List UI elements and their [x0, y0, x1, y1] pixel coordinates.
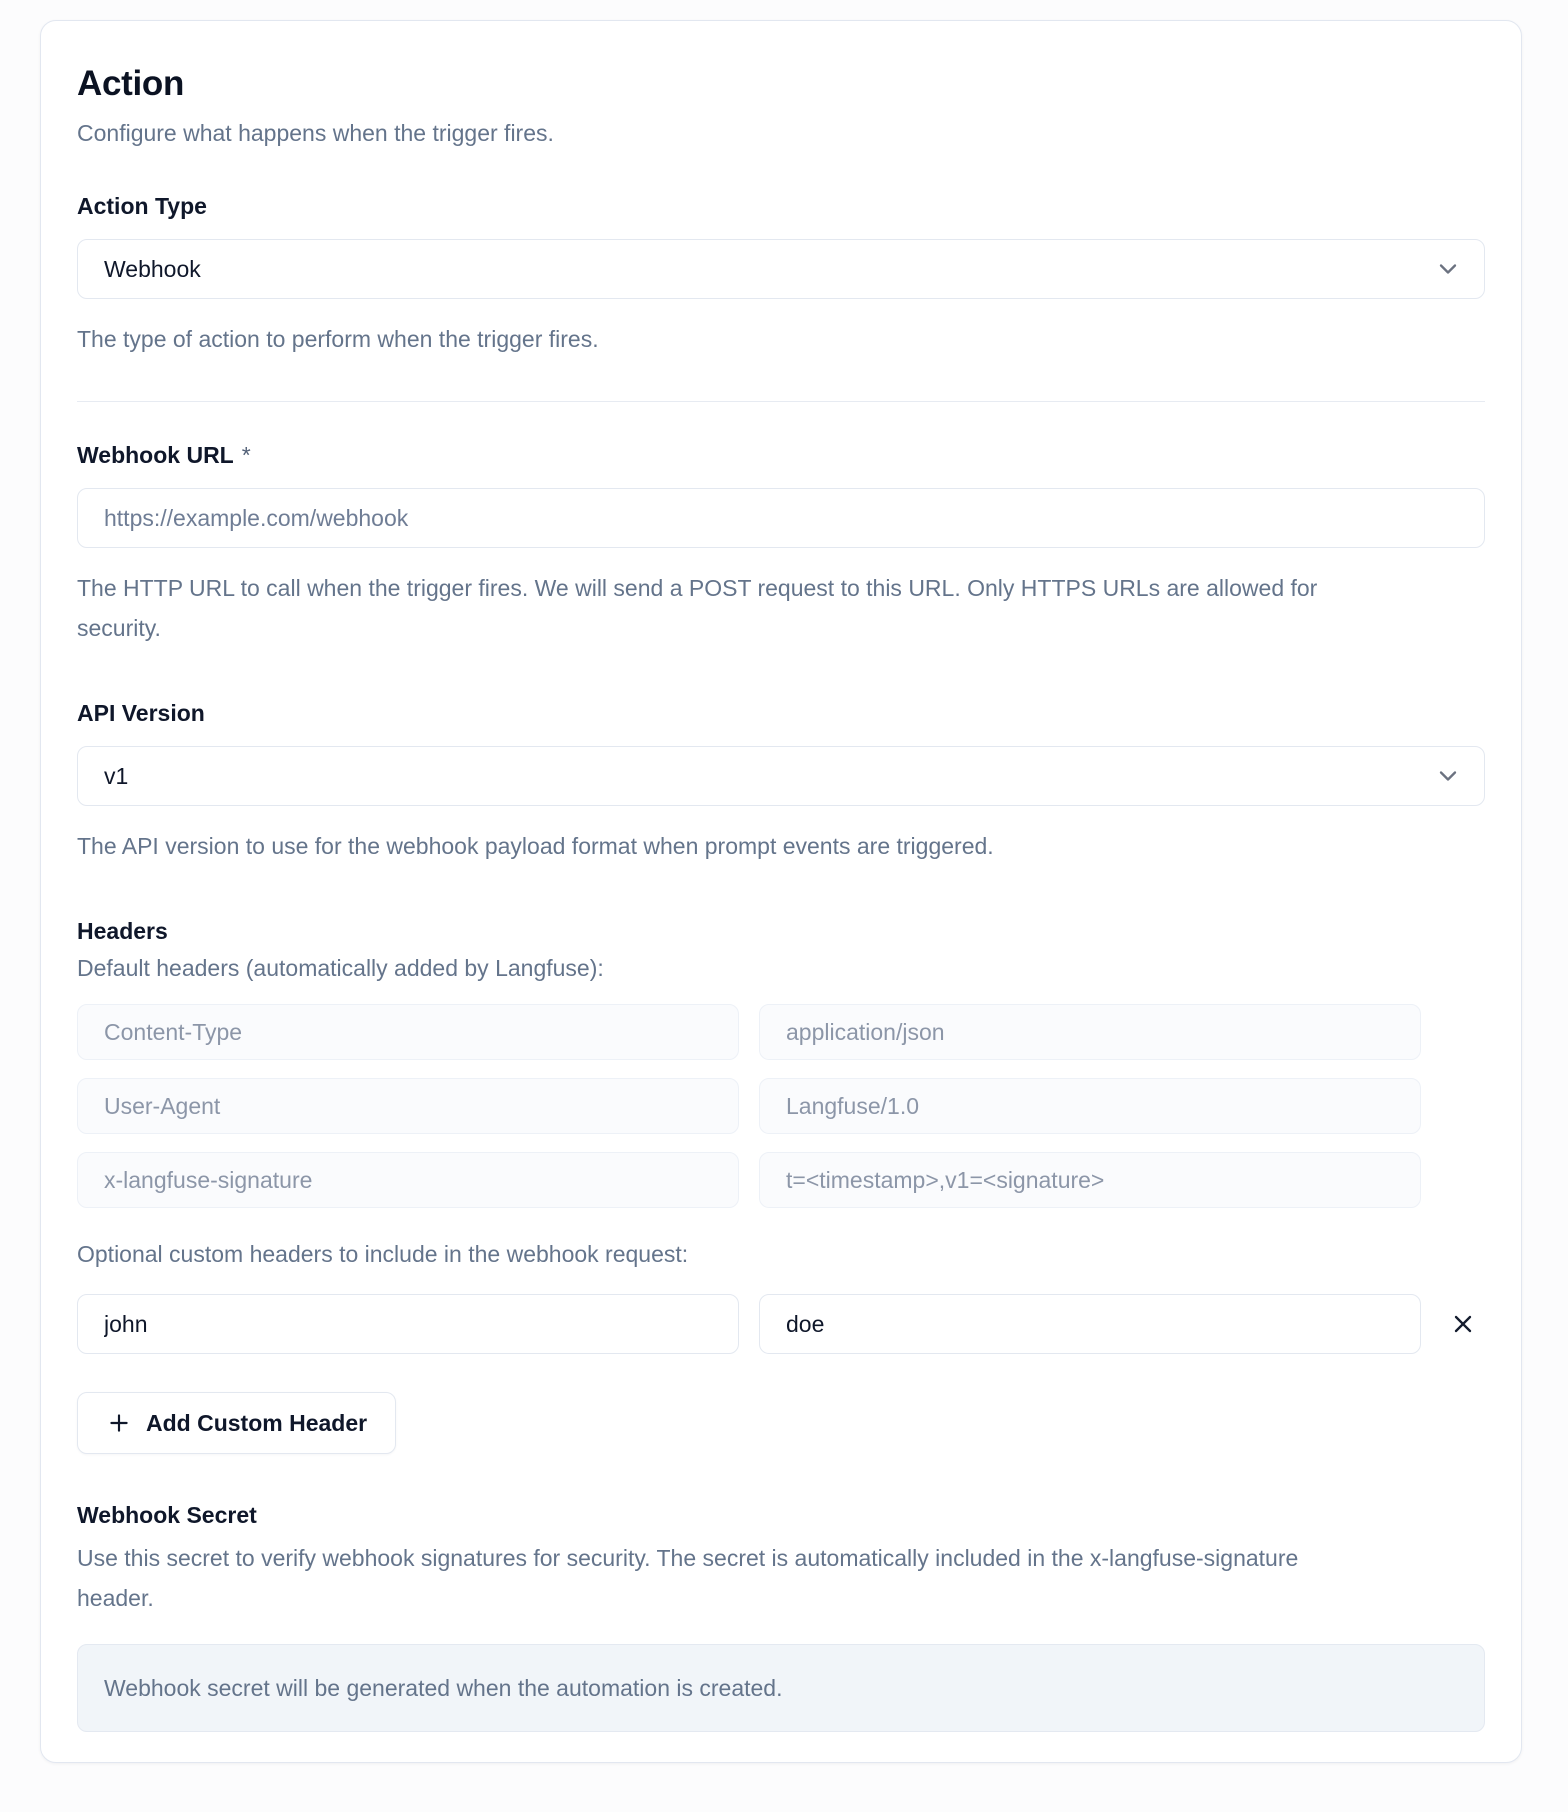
- default-header-value-input: [759, 1152, 1421, 1208]
- remove-header-button[interactable]: [1441, 1302, 1485, 1346]
- page-title: Action: [77, 64, 185, 103]
- action-type-helper: The type of action to perform when the trigger fires.: [77, 326, 599, 352]
- default-header-key-input: [77, 1004, 739, 1060]
- api-version-select[interactable]: [77, 746, 1485, 806]
- api-version-helper: The API version to use for the webhook payload format when prompt events are triggered.: [77, 833, 994, 859]
- default-header-key-input: [77, 1152, 739, 1208]
- webhook-secret-section: [77, 1500, 1485, 1732]
- headers-section: [77, 916, 1485, 1454]
- webhook-secret-placeholder-text: Webhook secret will be generated when the automation is created.: [104, 1674, 783, 1701]
- action-type-label: Action Type: [77, 193, 207, 219]
- default-headers-grid: [77, 1004, 1485, 1208]
- required-asterisk: *: [241, 442, 251, 468]
- default-header-key-input: [77, 1078, 739, 1134]
- chevron-down-icon: [1434, 255, 1462, 283]
- webhook-url-label-text: Webhook URL: [77, 442, 234, 468]
- webhook-secret-placeholder-box: [77, 1644, 1485, 1732]
- custom-header-value-input[interactable]: [759, 1294, 1421, 1354]
- webhook-url-field: [77, 401, 1485, 648]
- webhook-secret-description: Use this secret to verify webhook signatures for security. The secret is automatically included in the x-langfuse-signature header.: [77, 1545, 1299, 1611]
- default-header-value-input: [759, 1004, 1421, 1060]
- action-type-select[interactable]: [77, 239, 1485, 299]
- webhook-secret-label: Webhook Secret: [77, 1502, 257, 1528]
- action-type-selected-value: Webhook: [104, 255, 201, 282]
- api-version-label: API Version: [77, 700, 205, 726]
- close-icon: [1449, 1310, 1477, 1338]
- webhook-url-label: [77, 440, 1485, 470]
- custom-header-row: [77, 1294, 1485, 1354]
- webhook-url-input[interactable]: [77, 488, 1485, 548]
- add-custom-header-label: Add Custom Header: [146, 1409, 368, 1436]
- action-type-field: [77, 191, 1485, 359]
- custom-headers-caption: Optional custom headers to include in the webhook request:: [77, 1241, 689, 1267]
- webhook-url-helper: The HTTP URL to call when the trigger fires. We will send a POST request to this URL. Only HTTPS URLs are allowed for security.: [77, 575, 1318, 641]
- headers-label: Headers: [77, 918, 168, 944]
- chevron-down-icon: [1434, 762, 1462, 790]
- card-subtitle: Configure what happens when the trigger fires.: [77, 120, 554, 146]
- add-custom-header-button[interactable]: [77, 1392, 396, 1454]
- custom-header-key-input[interactable]: [77, 1294, 739, 1354]
- action-card: [40, 20, 1522, 1763]
- default-headers-caption: Default headers (automatically added by Langfuse):: [77, 955, 604, 981]
- default-header-value-input: [759, 1078, 1421, 1134]
- plus-icon: [106, 1410, 132, 1436]
- api-version-selected-value: v1: [104, 762, 129, 789]
- api-version-field: [77, 698, 1485, 866]
